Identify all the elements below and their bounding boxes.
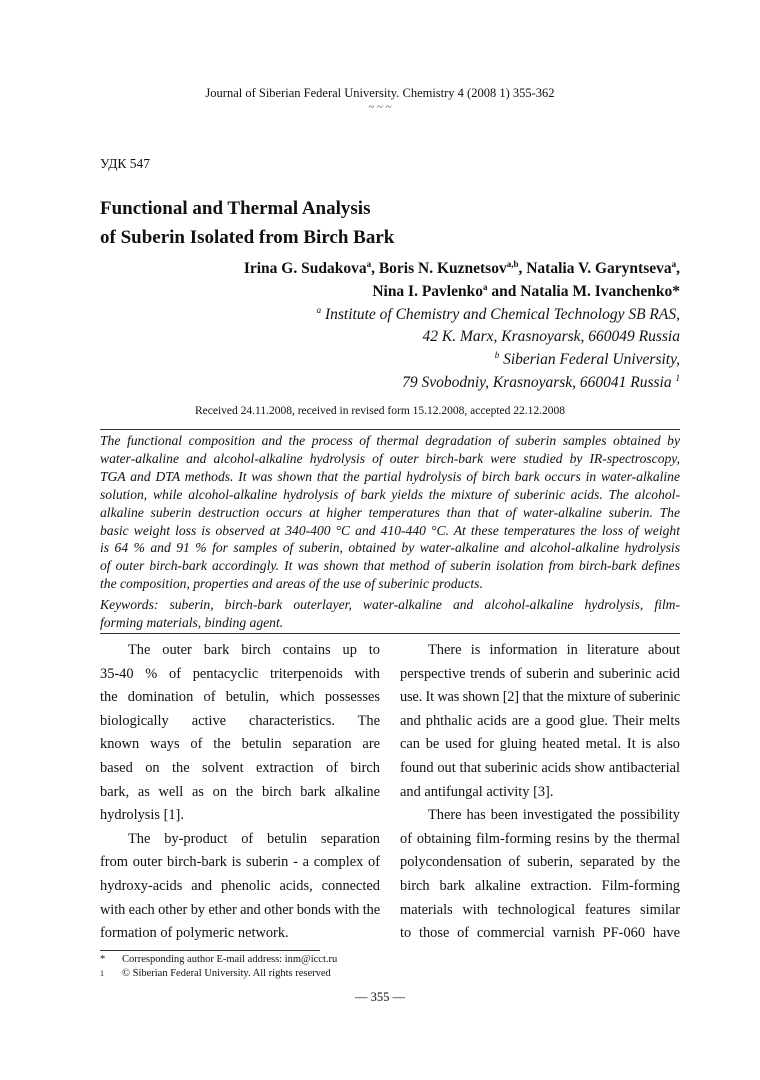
body-line: with each other by ether and other bonds with the — [100, 901, 380, 918]
footnote-text: © Siberian Federal University. All rights reserved — [122, 968, 331, 979]
author-sep: and — [487, 282, 521, 300]
affiliation-line — [244, 372, 680, 395]
body-line: There is information in literature about — [428, 642, 680, 658]
author-name: Boris N. Kuznetsov — [378, 260, 507, 277]
body-column-left — [100, 639, 380, 946]
body-line: There has been investigated the possibility — [428, 807, 680, 824]
affiliation-line — [244, 349, 680, 372]
affil-mark: a — [316, 304, 322, 315]
divider — [100, 633, 680, 634]
footnote-divider — [100, 950, 320, 951]
body-line: based on the solvent extraction of birch — [100, 759, 380, 776]
body-line: perspective trends of suberin and suberinic acid — [400, 665, 680, 682]
body-line: materials with technological features similar — [400, 901, 680, 918]
affil-mark: b — [494, 350, 500, 361]
affil-text: 79 Svobodniy, Krasnoyarsk, 660041 Russia — [402, 373, 676, 391]
abstract-line: of outer birch-bark accordingly. It was shown that method of suberin isolation from birch-bark defines — [100, 558, 680, 574]
body-line: to those of commercial varnish PF-060 have — [400, 925, 680, 942]
abstract-line: basic weight loss is observed at 340-400 °C and 410-440 °C. At these temperatures the loss of weight — [100, 522, 680, 538]
affiliation-line — [244, 326, 680, 349]
footnote — [100, 967, 337, 981]
header-ornament: ~ ~ ~ — [368, 101, 392, 113]
body-line: and phthalic acids are a good glue. Their melts — [400, 712, 680, 729]
page-number: — 355 — — [355, 990, 405, 1004]
affil-text: 42 K. Marx, Krasnoyarsk, 660049 Russia — [422, 328, 680, 346]
body-line: and antifungal activity [3]. — [400, 783, 554, 800]
body-line: hydroxy-acids and phenolic acids, connected — [100, 877, 380, 894]
body-line: 35-40 % of pentacyclic triterpenoids with — [100, 665, 380, 682]
author-sep: , — [518, 260, 527, 277]
body-line: biologically active characteristics. The — [100, 712, 380, 729]
body-line: hydrolysis [1]. — [100, 807, 184, 824]
abstract-line: is 64 % and 91 % for samples of suberin, obtained by water-alkaline and alcohol-alkaline hydrolysis — [100, 540, 680, 556]
affiliation-line — [244, 304, 680, 327]
paper-title — [100, 194, 394, 252]
footnote-mark: 1 — [675, 372, 680, 383]
author-block — [244, 258, 680, 395]
keywords-line: Keywords: suberin, birch-bark outerlayer, water-alkaline and alcohol-alkaline hydrolysis, film- — [100, 597, 680, 613]
keywords-line: forming materials, binding agent. — [100, 615, 284, 631]
authors-line-2 — [244, 281, 680, 304]
author-affil-mark: a — [671, 258, 677, 269]
author-affil-mark: a — [483, 281, 488, 292]
title-line: Functional and Thermal Analysis — [100, 198, 371, 219]
author-affil-mark: a — [366, 258, 372, 269]
body-line: found out that suberinic acids show antibacterial — [400, 759, 680, 776]
body-line: the domination of betulin, which possesses — [100, 689, 380, 706]
body-line: use. It was shown [2] that the mixture of suberinic — [400, 689, 680, 706]
abstract-line: water-alkaline and alcohol-alkaline hydrolysis of outer birch-bark were studied by IR-spectroscopy, — [100, 450, 680, 466]
author-name: Natalia V. Garyntseva — [526, 260, 672, 277]
body-line: The outer bark birch contains up to — [128, 642, 380, 658]
abstract-line: solution, while alcohol-alkaline hydrolysis of bark yields the mixture of suberinic acids. The alcohol- — [100, 486, 680, 502]
footnote-mark: * — [100, 954, 106, 965]
abstract-line: The functional composition and the process of thermal degradation of suberin samples obtained by — [100, 433, 680, 448]
footnote — [100, 953, 337, 967]
abstract-line: TGA and DTA methods. It was shown that the partial hydrolysis of birch bark occurs in water-alkaline — [100, 468, 680, 484]
abstract — [100, 432, 680, 632]
keywords — [100, 596, 680, 632]
journal-header: Journal of Siberian Federal University. Chemistry 4 (2008 1) 355-362 — [205, 86, 555, 100]
body-line: formation of polymeric network. — [100, 925, 289, 942]
body-line: can be used for gluing heated metal. It is also — [400, 736, 680, 753]
body-line: The by-product of betulin separation — [128, 830, 380, 847]
abstract-text — [100, 432, 680, 593]
udk-code: УДК 547 — [100, 156, 151, 171]
body-line: bark, as well as on the birch bark alkaline — [100, 783, 380, 800]
body-line: polycondensation of suberin, separated by the — [400, 854, 680, 871]
footnote-text: Corresponding author E-mail address: inm@icct.ru — [122, 954, 338, 965]
affil-text: Institute of Chemistry and Chemical Technology SB RAS, — [321, 305, 680, 323]
body-line: birch bark alkaline extraction. Film-forming — [400, 877, 680, 894]
author-affil-mark: a,b — [506, 258, 519, 269]
body-line: from outer birch-bark is suberin - a complex of — [100, 854, 380, 871]
body-line: of obtaining film-forming resins by the thermal — [400, 830, 680, 847]
body-line: known ways of the betulin separation are — [100, 736, 380, 753]
abstract-line: the composition, properties and areas of the use of suberinic products. — [100, 576, 483, 592]
footnote-mark: 1 — [100, 969, 104, 978]
author-sep: , — [676, 260, 680, 277]
footnotes — [100, 953, 337, 981]
author-name: Natalia M. Ivanchenko* — [520, 282, 680, 300]
divider — [100, 429, 680, 430]
authors-line-1 — [244, 258, 680, 281]
affil-text: Siberian Federal University, — [499, 351, 680, 369]
author-sep: , — [371, 260, 379, 277]
body-column-right — [400, 639, 680, 946]
author-name: Irina G. Sudakova — [243, 260, 367, 277]
received-dates: Received 24.11.2008, received in revised form 15.12.2008, accepted 22.12.2008 — [194, 405, 566, 417]
title-line: of Suberin Isolated from Birch Bark — [100, 227, 395, 248]
author-name: Nina I. Pavlenko — [372, 282, 483, 300]
abstract-line: alkaline suberin destruction occurs at higher temperatures than that of water-alkaline suberin. The — [100, 504, 680, 520]
